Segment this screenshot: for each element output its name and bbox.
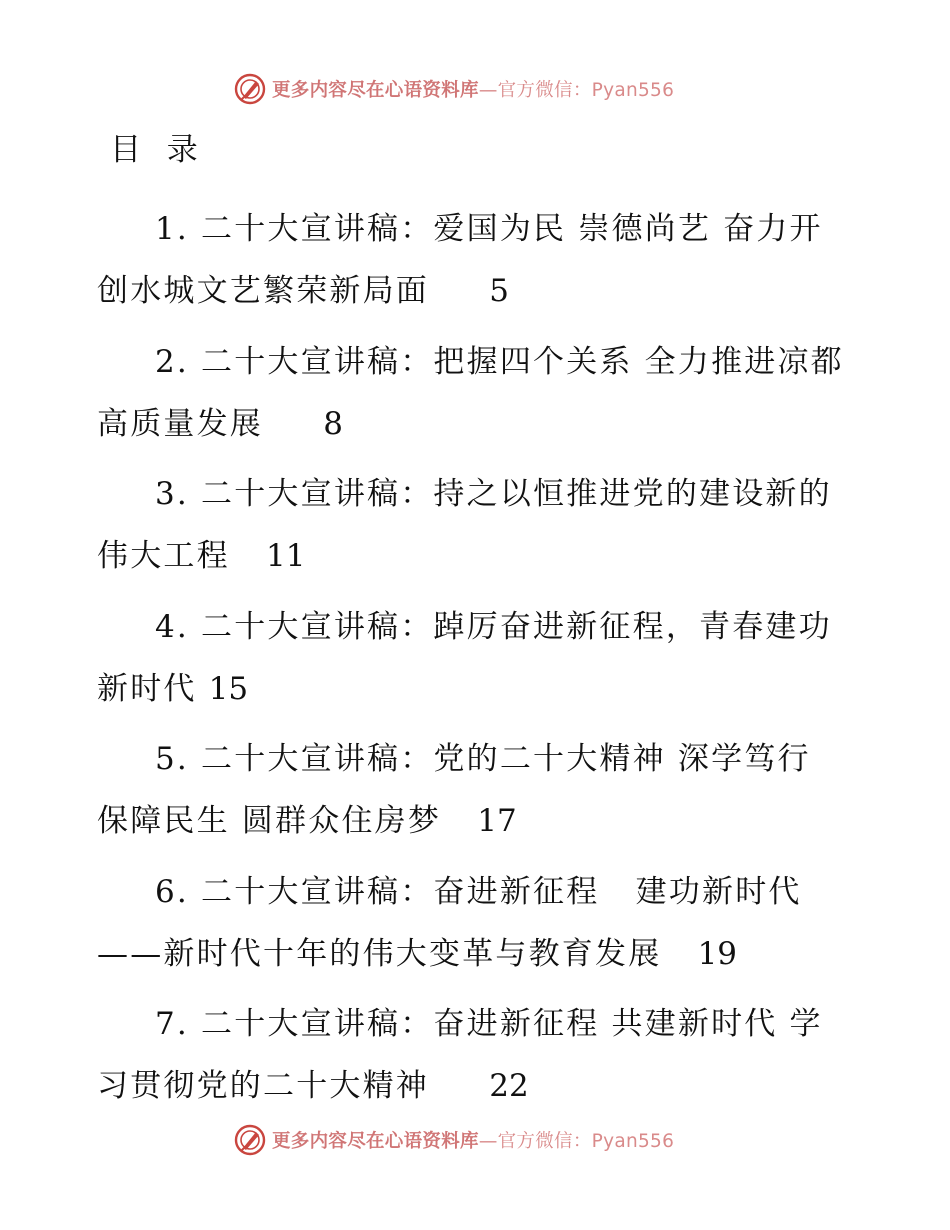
toc-item[interactable]: [97, 861, 857, 994]
toc-page-number: 11: [265, 538, 306, 574]
toc-item-title-cont: 创水城文艺繁荣新局面: [97, 273, 429, 309]
toc-item-continuation: [97, 790, 857, 852]
toc-page-number: 15: [208, 670, 249, 707]
toc-gap: [661, 936, 697, 972]
table-of-contents: [97, 198, 857, 1126]
watermark-header: [234, 72, 674, 106]
toc-item-title-cont: 保障民生 圆群众住房梦: [97, 803, 442, 839]
toc-item-title: 3. 二十大宣讲稿：持之以恒推进党的建设新的: [155, 476, 832, 512]
toc-item-title-cont: 新时代: [97, 670, 197, 707]
toc-item-continuation: [97, 525, 857, 587]
watermark-brand: 更多内容尽在心语资料库: [272, 1131, 479, 1152]
toc-item-title: 5. 二十大宣讲稿：党的二十大精神 深学笃行: [155, 741, 811, 777]
toc-item-title-cont: ——新时代十年的伟大变革与教育发展: [97, 935, 662, 972]
watermark-text: [272, 1127, 674, 1153]
toc-item-title: 1. 二十大宣讲稿：爱国为民 崇德尚艺 奋力开: [155, 211, 823, 247]
toc-item-title: 2. 二十大宣讲稿：把握四个关系 全力推进凉都: [155, 343, 844, 380]
toc-page-number: 19: [697, 935, 738, 972]
toc-item-title: 4. 二十大宣讲稿：踔厉奋进新征程，青春建功: [155, 608, 832, 645]
toc-item-title-cont: 高质量发展: [97, 405, 263, 442]
toc-item-title: 6. 二十大宣讲稿：奋进新征程 建功新时代: [155, 873, 802, 910]
watermark-wechat: —官方微信：Pyan556: [478, 1131, 675, 1152]
toc-item-title-cont: 伟大工程: [97, 538, 230, 574]
toc-item[interactable]: [97, 728, 857, 861]
watermark-text: [272, 76, 674, 102]
toc-item-continuation: [97, 260, 857, 322]
quill-logo-icon: [234, 73, 266, 105]
toc-item[interactable]: [97, 331, 857, 464]
quill-logo-icon: [234, 1124, 266, 1156]
toc-gap: [429, 273, 489, 309]
toc-item-continuation: [97, 393, 857, 455]
toc-gap: [197, 671, 209, 707]
toc-page-number: 22: [489, 1068, 529, 1104]
toc-item-title: 7. 二十大宣讲稿：奋进新征程 共建新时代 学: [155, 1006, 823, 1042]
toc-item-continuation: [97, 658, 857, 720]
toc-item-continuation: [97, 923, 857, 985]
toc-item-title-cont: 习贯彻党的二十大精神: [97, 1068, 429, 1104]
toc-item[interactable]: [97, 993, 857, 1126]
toc-title: 目 录: [110, 132, 200, 168]
toc-page-number: 17: [477, 803, 517, 839]
watermark-wechat: —官方微信：Pyan556: [478, 80, 675, 101]
watermark-brand: 更多内容尽在心语资料库: [272, 80, 479, 101]
toc-item[interactable]: [97, 596, 857, 729]
toc-item[interactable]: [97, 463, 857, 596]
watermark-footer: [234, 1123, 674, 1157]
toc-item-continuation: [97, 1055, 857, 1117]
toc-page-number: 8: [323, 405, 344, 442]
toc-gap: [429, 1068, 489, 1104]
toc-gap: [263, 406, 323, 442]
toc-gap: [230, 538, 266, 574]
toc-gap: [441, 803, 477, 839]
toc-item[interactable]: [97, 198, 857, 331]
toc-page-number: 5: [489, 273, 510, 309]
